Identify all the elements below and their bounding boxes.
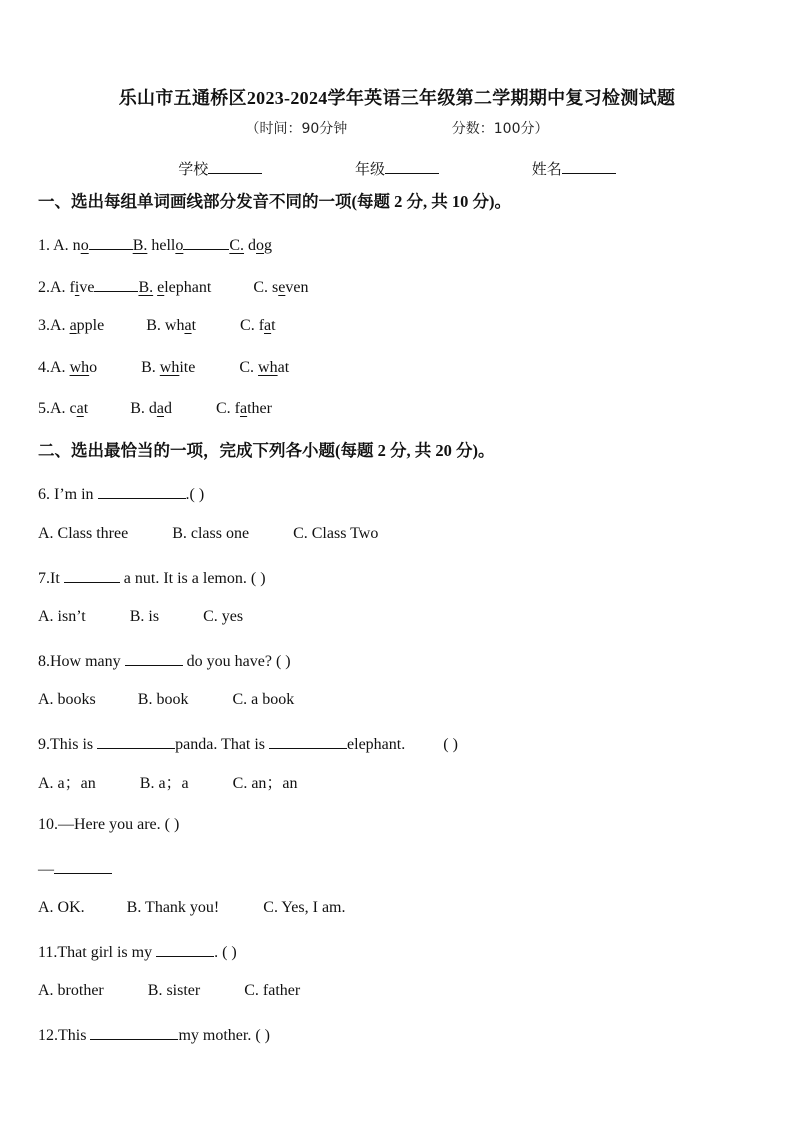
q11-stem-start: 11.That girl is my <box>38 944 157 961</box>
q1-b-label: B. <box>132 237 148 254</box>
q9-options <box>38 774 298 794</box>
q1-c-label: C. <box>229 237 245 254</box>
q3-c-text: C. f <box>240 317 265 334</box>
q9-option-c[interactable]: C. an；an <box>232 775 298 792</box>
q4-c-post: at <box>277 359 290 376</box>
question-12 <box>38 1023 270 1046</box>
q1-b-text: hell <box>147 237 176 254</box>
q11-option-b[interactable]: B. sister <box>147 982 201 999</box>
q7-option-b[interactable]: B. is <box>129 608 160 625</box>
question-8 <box>38 649 291 672</box>
question-10 <box>38 815 179 835</box>
q3-c-underline: a <box>264 317 272 334</box>
q3-number: 3. <box>38 317 50 334</box>
q12-blank[interactable] <box>90 1023 178 1040</box>
q7-stem-end: a nut. It is a lemon. ( ) <box>119 570 266 587</box>
q5-c-text: C. f <box>216 400 240 417</box>
q4-b-text: B. <box>141 359 160 376</box>
q4-b-underline: wh <box>159 359 180 376</box>
name-label: 姓名 <box>531 160 562 178</box>
q8-option-b[interactable]: B. book <box>137 691 189 708</box>
q6-stem-start: 6. I’m in <box>38 486 98 503</box>
q2-option-a[interactable] <box>50 279 153 296</box>
q1-b-line <box>183 233 229 250</box>
exam-meta <box>0 118 794 138</box>
q2-option-b[interactable] <box>153 279 211 296</box>
q2-number: 2. <box>38 279 50 296</box>
q3-b-underline: a <box>184 317 192 334</box>
q11-option-c[interactable]: C. father <box>244 982 301 999</box>
question-5 <box>38 399 272 419</box>
exam-time: （时间：90分钟 <box>245 121 348 137</box>
q4-a-post: o <box>89 359 98 376</box>
q6-blank[interactable] <box>98 482 186 499</box>
q8-stem-end: do you have? ( ) <box>182 653 291 670</box>
q4-option-a[interactable] <box>50 359 97 376</box>
q10-blank[interactable] <box>54 857 112 874</box>
q4-c-text: C. <box>239 359 259 376</box>
question-6 <box>38 482 204 505</box>
q9-blank-2[interactable] <box>269 732 347 749</box>
q5-c-post: ther <box>247 400 272 417</box>
question-1 <box>38 233 272 256</box>
q4-option-b[interactable] <box>141 358 195 378</box>
q2-b-post: lephant <box>164 279 212 296</box>
q6-option-c[interactable]: C. Class Two <box>293 525 379 542</box>
grade-field <box>355 158 439 179</box>
exam-score: 分数：100分） <box>451 121 549 137</box>
q11-stem-end: . ( ) <box>214 944 237 961</box>
q4-number: 4. <box>38 359 50 376</box>
q8-blank[interactable] <box>125 649 183 666</box>
q5-b-underline: a <box>156 400 164 417</box>
q5-a-underline: a <box>76 400 84 417</box>
q1-c-text: d <box>244 237 257 254</box>
q1-c-post: g <box>264 237 273 254</box>
q2-b-underline: e <box>157 279 165 296</box>
q2-a-post: ve <box>79 279 95 296</box>
q5-a-post: t <box>83 400 89 417</box>
q10-stem: 10.—Here you are. ( ) <box>38 816 180 833</box>
q8-option-a[interactable]: A. books <box>38 691 96 708</box>
q6-option-b[interactable]: B. class one <box>172 525 250 542</box>
grade-label: 年级 <box>354 160 385 178</box>
q5-b-text: B. d <box>130 400 157 417</box>
question-2 <box>38 275 308 298</box>
q3-b-post: t <box>191 317 197 334</box>
q3-a-post: pple <box>76 317 105 334</box>
section1-title: 一、选出每组单词画线部分发音不同的一项(每题 2 分, 共 10 分)。 <box>38 192 511 211</box>
q1-number: 1. <box>38 237 54 254</box>
q3-a-text: A. <box>50 317 70 334</box>
q9-stem-mid: panda. That is <box>175 736 270 753</box>
q3-a-underline: a <box>69 317 77 334</box>
q3-option-c[interactable] <box>240 316 276 336</box>
q1-a-text: A. n <box>53 237 81 254</box>
name-blank[interactable] <box>562 159 616 174</box>
q1-option-a[interactable] <box>53 237 147 254</box>
school-field <box>178 158 262 179</box>
q6-stem-end: .( ) <box>185 486 205 503</box>
q1-a-line <box>89 233 133 250</box>
q2-c-post: ven <box>285 279 309 296</box>
q5-option-b[interactable] <box>130 399 172 419</box>
q2-b-label: B. <box>138 279 154 296</box>
q11-blank[interactable] <box>156 940 214 957</box>
q1-c-underline: o <box>256 237 265 254</box>
q11-options <box>38 981 300 1001</box>
q4-c-underline: wh <box>258 359 278 376</box>
q5-b-post: d <box>164 400 172 417</box>
q1-option-c[interactable] <box>244 237 272 254</box>
q5-option-c[interactable] <box>216 399 272 419</box>
q9-answer-paren[interactable]: ( ) <box>443 736 458 753</box>
grade-blank[interactable] <box>385 159 439 174</box>
q2-a-text: A. f <box>50 279 75 296</box>
q9-stem-start: 9.This is <box>38 736 98 753</box>
q9-option-b[interactable]: B. a；a <box>139 775 189 792</box>
q3-b-text: B. wh <box>146 317 185 334</box>
q9-stem-end: elephant. <box>347 736 406 753</box>
q1-b-underline: o <box>175 237 184 254</box>
q10-dash: — <box>38 861 54 878</box>
q10-option-b[interactable]: B. Thank you! <box>126 899 220 916</box>
q5-a-text: A. c <box>50 400 77 417</box>
q4-a-underline: wh <box>69 359 90 376</box>
q4-b-post: ite <box>179 359 196 376</box>
student-info <box>0 158 794 179</box>
q7-options <box>38 607 243 627</box>
q10-answer-line <box>38 857 112 880</box>
q4-a-text: A. <box>50 359 70 376</box>
q3-option-a[interactable] <box>50 317 104 334</box>
school-blank[interactable] <box>208 159 262 174</box>
name-field <box>532 158 616 179</box>
question-11 <box>38 940 237 963</box>
q8-option-c[interactable]: C. a book <box>232 691 295 708</box>
q8-options <box>38 690 294 710</box>
q2-c-underline: e <box>278 279 286 296</box>
q10-option-c[interactable]: C. Yes, I am. <box>263 899 346 916</box>
q10-options <box>38 898 346 918</box>
q5-option-a[interactable] <box>50 400 88 417</box>
question-4 <box>38 358 289 378</box>
q12-stem-start: 12.This <box>38 1027 91 1044</box>
q12-stem-end: my mother. ( ) <box>178 1027 270 1044</box>
section2-title: 二、选出最恰当的一项，完成下列各小题(每题 2 分, 共 20 分)。 <box>38 441 495 460</box>
q1-option-b[interactable] <box>147 237 244 254</box>
q2-option-c[interactable] <box>253 278 308 298</box>
q1-a-underline: o <box>80 237 89 254</box>
q9-blank-1[interactable] <box>97 732 175 749</box>
q3-option-b[interactable] <box>146 316 196 336</box>
q11-option-a[interactable]: A. brother <box>38 982 104 999</box>
question-9 <box>38 732 458 755</box>
q6-option-a[interactable]: A. Class three <box>38 525 129 542</box>
q5-c-underline: a <box>240 400 248 417</box>
q5-number: 5. <box>38 400 50 417</box>
q7-stem-start: 7.It <box>38 570 64 587</box>
q8-stem-start: 8.How many <box>38 653 125 670</box>
q2-c-text: C. s <box>253 279 279 296</box>
q2-a-underline: i <box>74 279 80 296</box>
q7-blank[interactable] <box>64 566 120 583</box>
q6-options <box>38 524 378 544</box>
q9-option-a[interactable]: A. a；an <box>38 775 96 792</box>
page-title: 乐山市五通桥区2023-2024学年英语三年级第二学期期中复习检测试题 <box>118 88 676 108</box>
question-7 <box>38 566 266 589</box>
q7-option-a[interactable]: A. isn’t <box>38 608 86 625</box>
q2-a-line <box>94 275 138 292</box>
q7-option-c[interactable]: C. yes <box>203 608 244 625</box>
q3-c-post: t <box>271 317 276 334</box>
q10-option-a[interactable]: A. OK. <box>38 899 85 916</box>
school-label: 学校 <box>178 160 209 178</box>
question-3 <box>38 316 276 336</box>
q4-option-c[interactable] <box>239 358 289 378</box>
